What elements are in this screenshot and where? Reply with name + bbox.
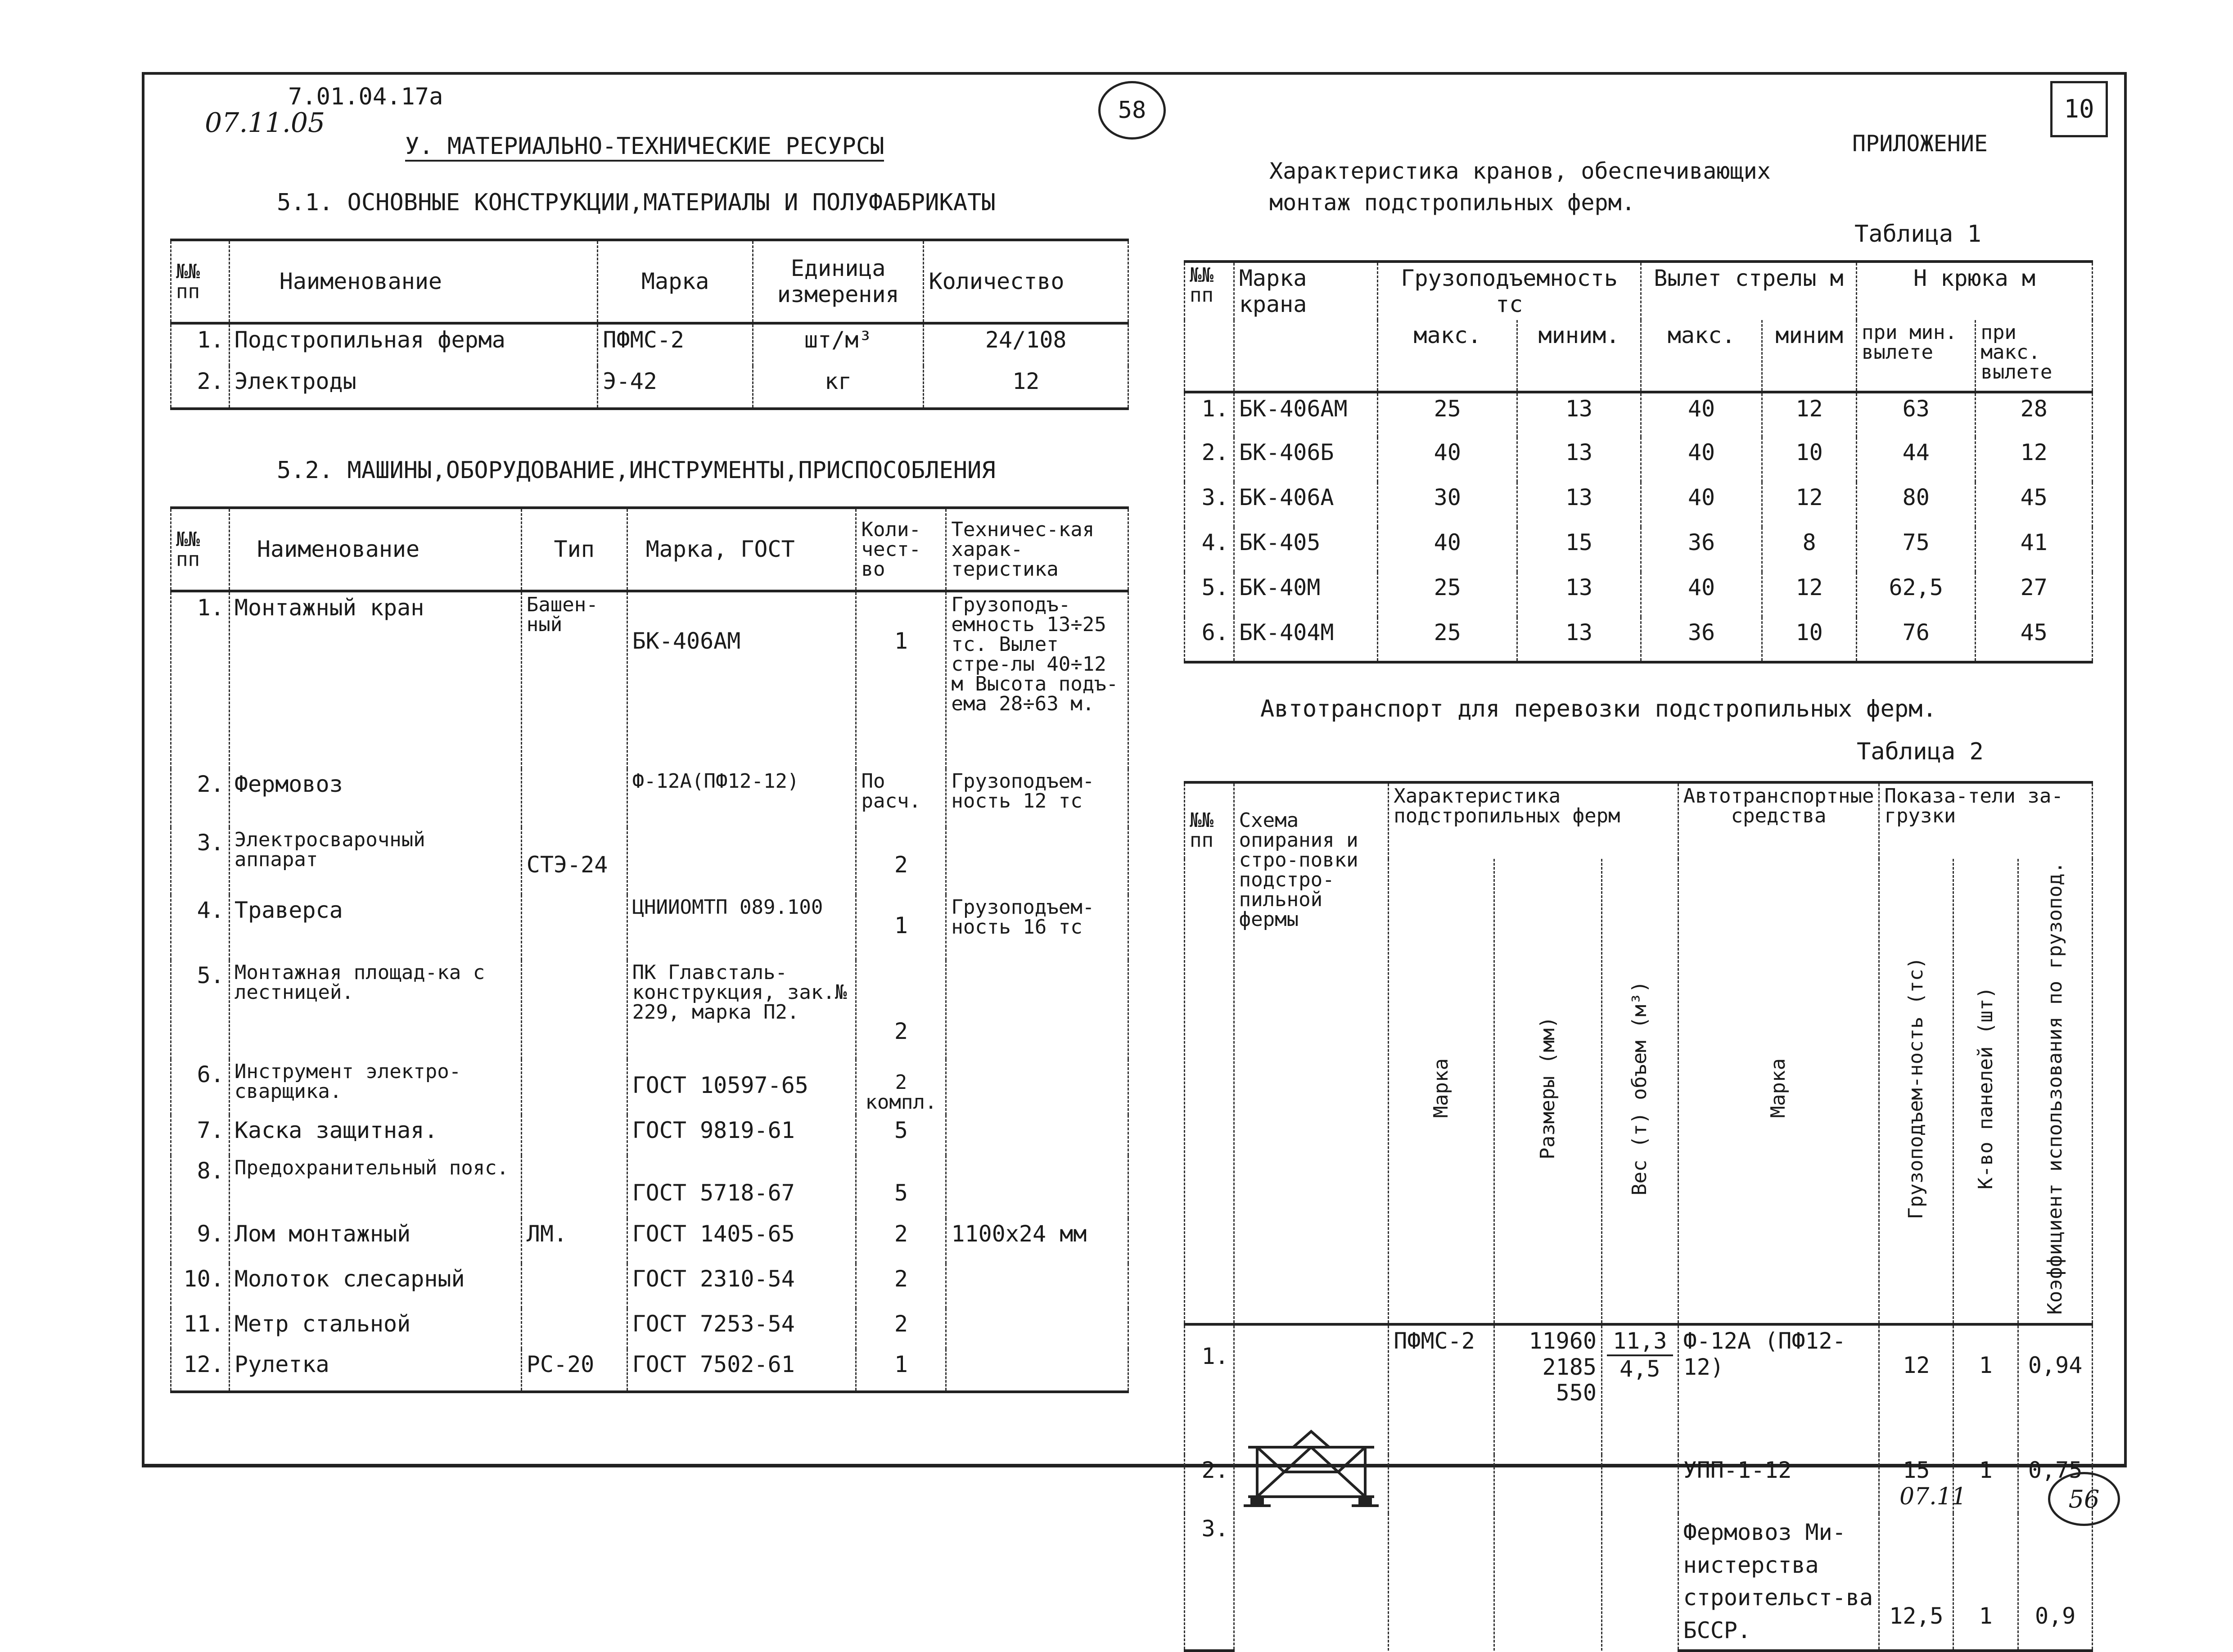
table-row: 5. Монтажная площад-ка с лестницей. ПК Главсталь-конструкция, зак.№ 229, марка П2. 2 [171,960,1128,1059]
table-row: 7. Каска защитная. ГОСТ 9819-61 5 [171,1115,1128,1155]
table-row: 12. Рулетка РС-20 ГОСТ 7502-61 1 [171,1349,1128,1392]
table-row: 6. Инструмент электро-сварщика. ГОСТ 10597-65 2 компл. [171,1059,1128,1115]
table-row: 8. Предохранительный пояс. ГОСТ 5718-67 5 [171,1155,1128,1219]
section-5-2-title: 5.2. МАШИНЫ,ОБОРУДОВАНИЕ,ИНСТРУМЕНТЫ,ПРИСПОСОБЛЕНИЯ [277,457,996,484]
col-unit: Единица измерения [753,240,924,323]
table-row: 1. Монтажный кран Башен-ный БК-406АМ 1 Грузоподъ-емность 13÷25 тс. Вылет стре-лы 40÷12 м Высота подъ-ема 28÷63 м. [171,591,1128,769]
table-row: 2. БК-406Б 40 13 40 10 44 12 [1185,437,2093,482]
section-title: У. МАТЕРИАЛЬНО-ТЕХНИЧЕСКИЕ РЕСУРСЫ [405,133,884,162]
table-row: 5. БК-40М 25 13 40 12 62,5 27 [1185,572,2093,617]
table-row: 3. Фермовоз Ми-нистерства строительст-ва БССР. 12,5 1 0,9 [1185,1513,2093,1651]
machines-table: №№ пп Наименование Тип Марка, ГОСТ Коли-чест-во Техничес-кая харак-теристика 1. Монтажный кран Башен-ный БК-406АМ 1 Грузоподъ-емность 13÷25 тс. Вылет стре-лы 40÷12 м Высота подъ-ема 28÷63 м. 2. Фермовоз Ф-12А(ПФ12-12) По расч. Грузоподъем-ность 12 тс 3. Электросварочный аппарат СТЭ-24 2 4. Траверса ЦНИИОМТП 089.100 1 Грузоподъем-ность 16 тс 5. Монтажная площад-ка с лестницей. ПК Главсталь-конструкция, зак.№ 229, марка П2. 2 6. Инструмент электро-сварщика. ГОСТ 10597-65 2 компл. 7. Каска защитная. ГОСТ 9819-61 5 8. Предохранительный пояс. ГОСТ 5718-67 5 9. Лом монтажный ЛМ. ГОСТ 1405-65 2 1100х24 мм 10. Молоток слесарный ГОСТ 2310-54 2 11. Метр стальной ГОСТ 7253-54 2 12. Рулетка РС-20 ГОСТ 7502-61 1 [170,506,1129,1393]
table-row: 1. Подстропильная ферма ПФМС-2 шт/м³ 24/108 [171,323,1128,366]
table-row: 1. БК-406АМ 25 13 40 12 63 28 [1185,392,2093,437]
cranes-table: №№ пп Марка крана Грузоподъемность тс Вылет стрелы м Н крюка м макс. миним. макс. миним при мин. вылете при макс. вылете 1. БК-406АМ 25 13 40 12 63 28 2. БК-406Б 40 13 40 10 44 12 3. БК-406А 30 13 40 12 80 45 4. БК-405 40 15 36 8 75 41 5. БК-40М 25 13 40 12 62,5 27 6. БК-404М 25 13 36 10 76 45 [1184,260,2093,664]
col-qty: Количество [924,240,1128,323]
table-row: 2. Электроды Э-42 кг 12 [171,366,1128,409]
footer-page-circle: 56 [2048,1472,2120,1526]
sheet-number-box: 10 [2050,81,2108,137]
table-row: 10. Молоток слесарный ГОСТ 2310-54 2 [171,1264,1128,1309]
table-row: 4. Траверса ЦНИИОМТП 089.100 1 Грузоподъем-ность 16 тс [171,895,1128,960]
table-row: 9. Лом монтажный ЛМ. ГОСТ 1405-65 2 1100х24 мм [171,1219,1128,1264]
col-mark: Марка [598,240,753,323]
materials-table [170,239,1129,410]
appendix-label: ПРИЛОЖЕНИЕ [1852,131,1988,157]
handwritten-date: 07.11.05 [205,107,325,139]
table-row: 1. ПФМС-2 11960 2185 550 11,3 4,5 Ф-12А (ПФ12-12) 12 1 0,94 [1185,1324,2093,1455]
col-name: Наименование [229,240,598,323]
section-5-1-title: 5.1. ОСНОВНЫЕ КОНСТРУКЦИИ,МАТЕРИАЛЫ И ПОЛУФАБРИКАТЫ [277,189,996,216]
table-row: 3. БК-406А 30 13 40 12 80 45 [1185,482,2093,527]
truss-scheme-icon [1239,1429,1383,1528]
table-1-label: Таблица 1 [1854,221,1981,248]
table-row: 4. БК-405 40 15 36 8 75 41 [1185,527,2093,572]
transport-table: №№ пп Схема опирания и стро-повки подстро-пильной фермы Характеристика подстропильных ферм Автотранспортные средства Показа-тели за-грузки Марка Размеры (мм) Вес (т) объем (м³) Марка Грузоподъем-ность (тс) К-во панелей (шт) Коэффициент использования по грузопод. 1. ПФМС-2 11960 2185 550 11,3 4,5 Ф-12А (ПФ12-12) 12 1 0,94 2. УПП-1-12 15 1 0,75 3. Фермовоз Ми-нистерства строительст-ва БССР. 12,5 1 0,9 [1184,781,2093,1652]
table-2-label: Таблица 2 [1857,738,1984,765]
table-row: 2. Фермовоз Ф-12А(ПФ12-12) По расч. Грузоподъем-ность 12 тс [171,769,1128,827]
page-number-circle: 58 [1098,81,1166,140]
table-row: 2. УПП-1-12 15 1 0,75 [1185,1455,2093,1513]
col-num: №№ пп [171,240,230,323]
table-row: 3. Электросварочный аппарат СТЭ-24 2 [171,827,1128,895]
table-row: 6. БК-404М 25 13 36 10 76 45 [1185,617,2093,662]
scheme-cell [1234,1324,1389,1651]
cranes-caption: Характеристика кранов, обеспечивающих монтаж подстропильных ферм. [1269,158,1771,216]
doc-code: 7.01.04.17а [288,83,443,110]
footer-date: 07.11 [1899,1483,1967,1510]
transport-caption: Автотранспорт для перевозки подстропильных ферм. [1260,695,1937,722]
table-row: 11. Метр стальной ГОСТ 7253-54 2 [171,1309,1128,1349]
